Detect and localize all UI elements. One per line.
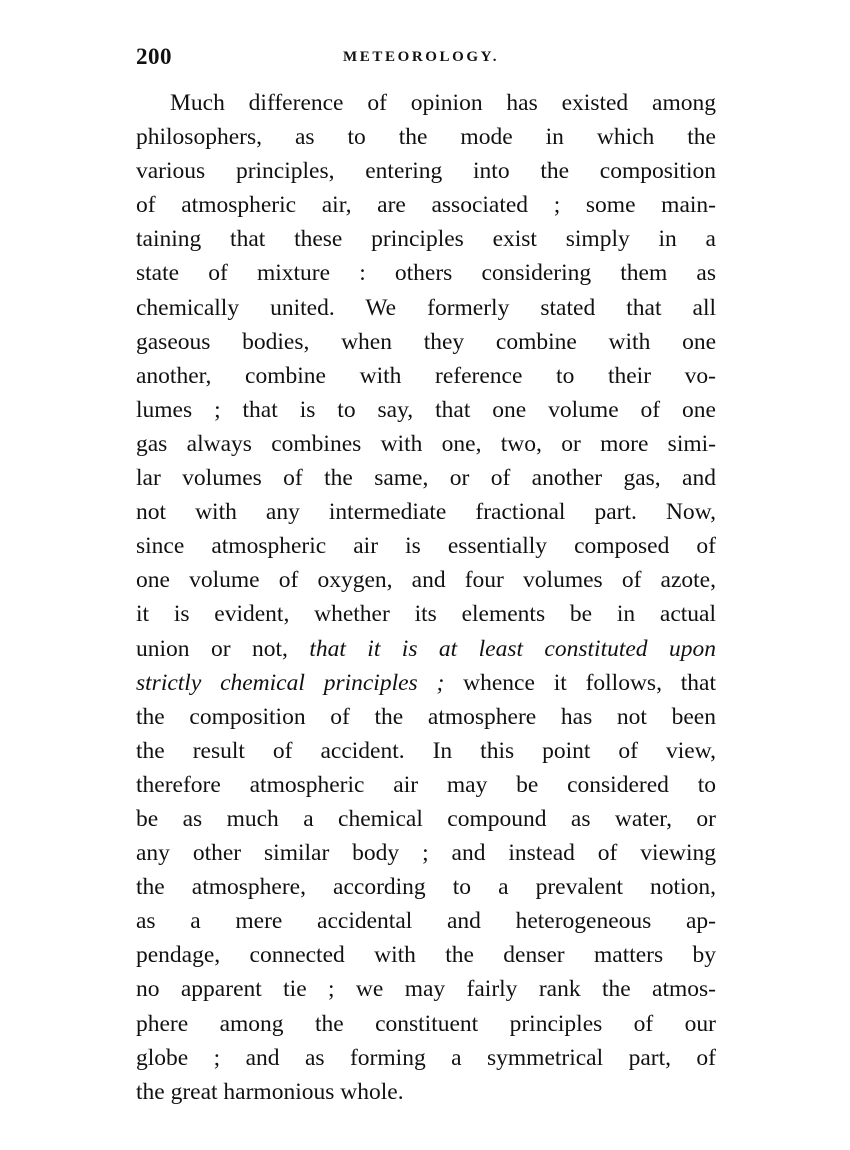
- text-line: chemically united. We formerly stated that all: [136, 294, 716, 321]
- text-line: globe ; and as forming a symmetrical part, of: [136, 1044, 716, 1071]
- text-line: phere among the constituent principles of our: [136, 1010, 716, 1037]
- text-line: Much difference of opinion has existed among: [170, 90, 716, 116]
- text-line: the result of accident. In this point of view,: [136, 737, 716, 764]
- text-line: gaseous bodies, when they combine with one: [136, 328, 716, 355]
- text-line: philosophers, as to the mode in which the: [136, 124, 716, 151]
- text-line: since atmospheric air is essentially composed of: [136, 533, 716, 560]
- italic-text-segment: strictly chemical principles ;: [136, 669, 445, 696]
- text-line: pendage, connected with the denser matters by: [136, 942, 716, 969]
- text-line: the composition of the atmosphere has not been: [136, 703, 716, 730]
- text-line: state of mixture : others considering them as: [136, 260, 716, 287]
- italic-text-segment: that it is at least constituted upon: [309, 635, 716, 662]
- body-paragraph: [136, 86, 716, 1109]
- text-line: no apparent tie ; we may fairly rank the atmos-: [136, 976, 716, 1003]
- text-line-mixed: [136, 632, 716, 666]
- text-line: therefore atmospheric air may be considered to: [136, 771, 716, 798]
- text-line: one volume of oxygen, and four volumes of azote,: [136, 567, 716, 594]
- text-line: as a mere accidental and heterogeneous ap-: [136, 908, 716, 935]
- text-line: the atmosphere, according to a prevalent notion,: [136, 874, 716, 901]
- text-line-last: the great harmonious whole.: [136, 1078, 404, 1105]
- text-line: not with any intermediate fractional part. Now,: [136, 499, 716, 526]
- text-segment: union or not,: [136, 635, 310, 662]
- text-line: gas always combines with one, two, or more simi-: [136, 430, 716, 457]
- running-title: METEOROLOGY.: [343, 49, 500, 65]
- text-line: it is evident, whether its elements be in actual: [136, 601, 716, 628]
- text-segment: whence it follows, that: [444, 669, 716, 696]
- text-line: another, combine with reference to their vo-: [136, 362, 716, 389]
- text-line: various principles, entering into the composition: [136, 158, 716, 185]
- text-line: be as much a chemical compound as water, or: [136, 805, 716, 832]
- page-number: 200: [136, 44, 172, 69]
- text-line: of atmospheric air, are associated ; some main-: [136, 192, 716, 219]
- text-line: any other similar body ; and instead of viewing: [136, 840, 716, 867]
- text-line: lumes ; that is to say, that one volume of one: [136, 396, 716, 423]
- text-line: lar volumes of the same, or of another gas, and: [136, 465, 716, 492]
- text-line-mixed: [136, 666, 716, 700]
- text-line: taining that these principles exist simply in a: [136, 226, 716, 253]
- running-head: [136, 44, 716, 74]
